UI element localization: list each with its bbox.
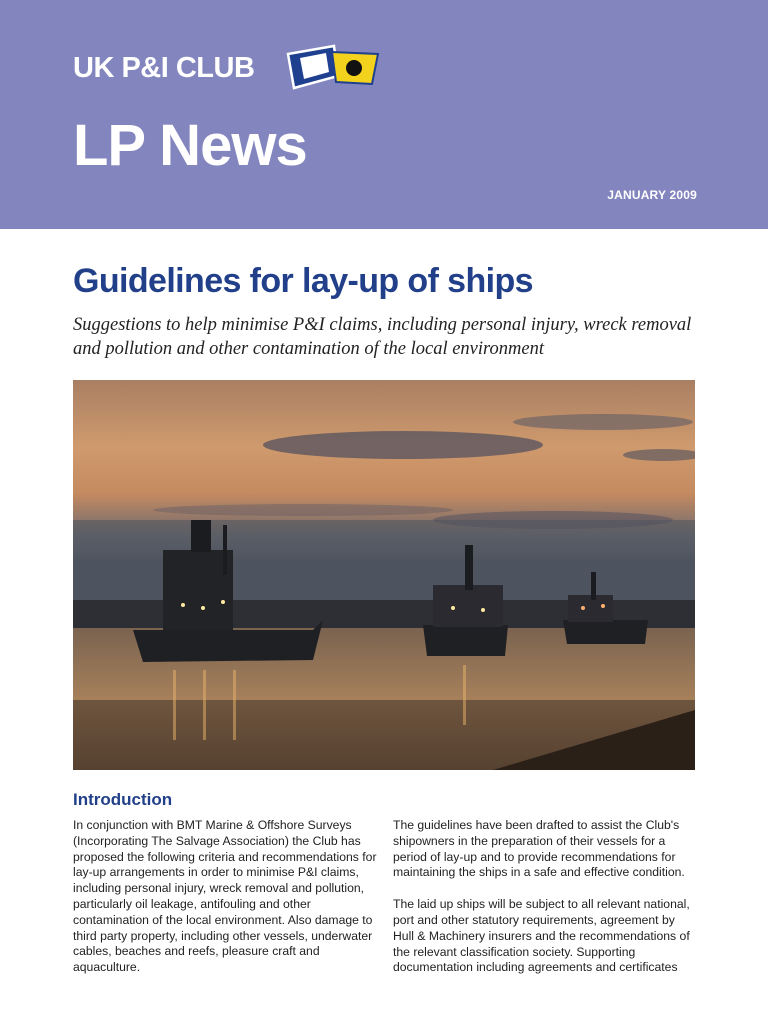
paragraph: The guidelines have been drafted to assist the Club's shipowners in the preparation of their vessels for a period of lay-up and to provide recommendations for maintaining the ships in a safe and effective condition. (393, 818, 685, 880)
text-column-right (393, 818, 698, 992)
masthead (0, 0, 768, 229)
flags-logo-icon (284, 44, 384, 94)
issue-date: JANUARY 2009 (607, 188, 697, 202)
text-column-left (73, 818, 378, 992)
ships-at-dusk-photo (73, 380, 695, 770)
article-subtitle: Suggestions to help minimise P&I claims, including personal injury, wreck removal and pollution and other contamination of the local environment (73, 315, 692, 359)
section-heading: Introduction (73, 790, 173, 809)
publication-title: LP News (73, 113, 307, 178)
paragraph: The laid up ships will be subject to all relevant national, port and other statutory requirements, agreement by Hull & Machinery insurers and the recommendations of the relevant classification society. Supporting documentation including agreements and certificates (393, 897, 690, 975)
paragraph: In conjunction with BMT Marine & Offshore Surveys (Incorporating The Salvage Association) the Club has proposed the following criteria and recommendations for lay-up arrangements in order to minimise P&I claims, including personal injury, wreck removal and pollution, particularly oil leakage, antifouling and other contamination of the local environment. Also damage to third party property, including other vessels, underwater cables, beaches and reefs, pleasure craft and aquaculture. (73, 818, 377, 975)
club-name: UK P&I CLUB (73, 52, 255, 84)
article-title: Guidelines for lay-up of ships (73, 262, 533, 300)
